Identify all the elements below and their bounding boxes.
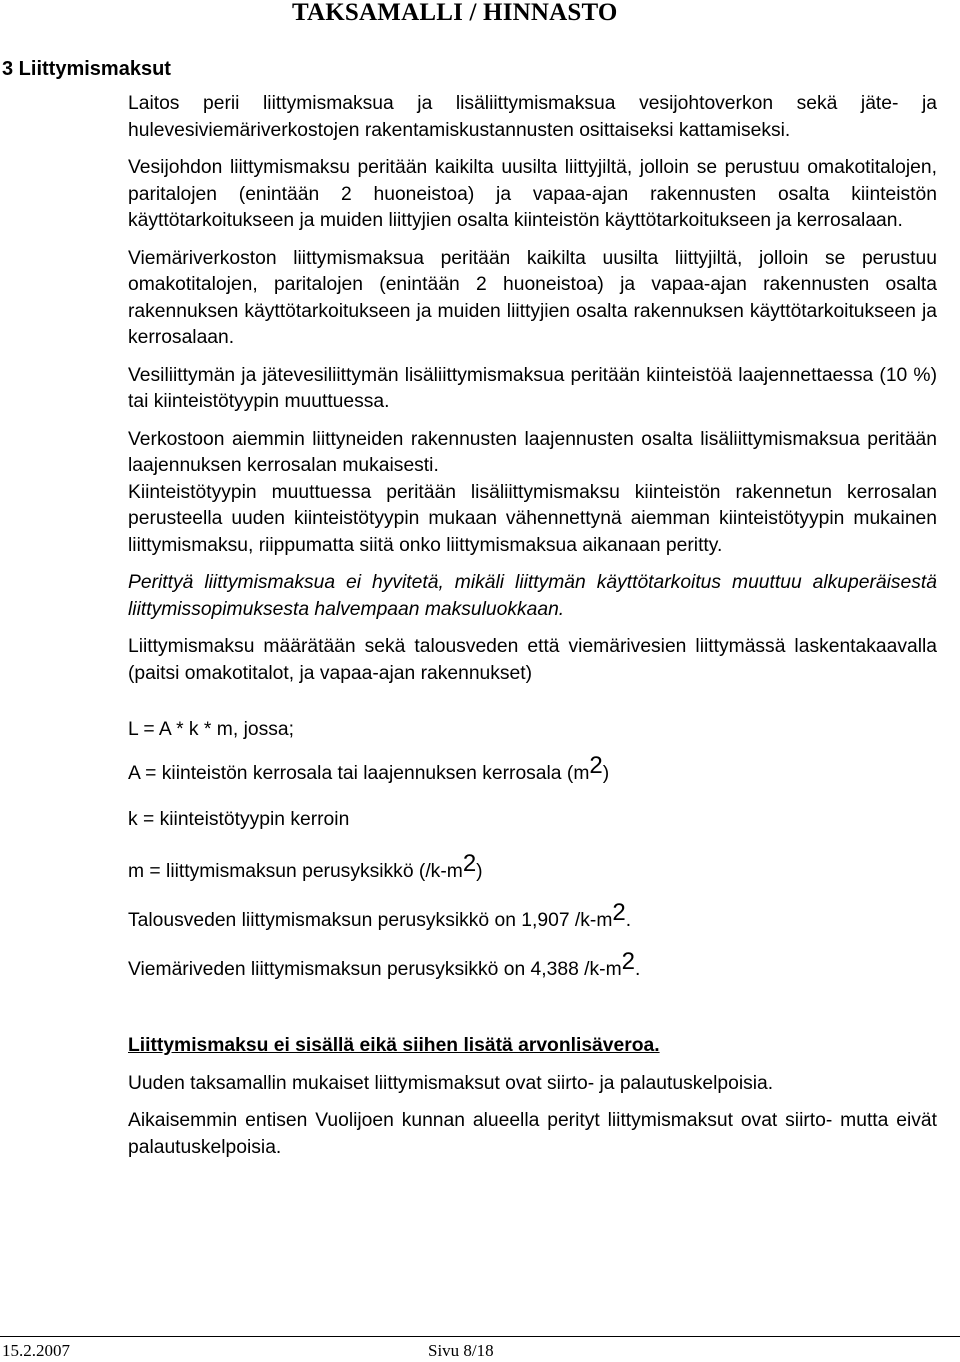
paragraph-fee-purpose: Laitos perii liittymismaksua ja lisäliittymismaksua vesijohtoverkon sekä jäte- ja hulevesiviemäriverkostojen rakentamiskustannusten osittaiseksi kattamiseksi.	[128, 93, 937, 141]
formula-m-unit: /k-m	[425, 860, 463, 882]
document-title: TAKSAMALLI / HINNASTO	[292, 0, 618, 26]
formula-a-close: )	[602, 762, 610, 784]
transferable-note: Uuden taksamallin mukaiset liittymismaksut ovat siirto- ja palautuskelpoisia.	[128, 1072, 774, 1094]
price-sewer-unit	[128, 947, 937, 984]
formula-m-definition	[128, 849, 937, 886]
paragraph-type-change-fee: Kiinteistötyypin muuttuessa peritään lisäliittymismaksu kiinteistön rakennetun kerrosalan perusteella uuden kiinteistötyypin mukaan vähennettynä aiemman kiinteistötyypin mukainen liittymismaksu, riippumatta siitä onko liittymismaksua aikanaan peritty.	[128, 481, 937, 556]
section-heading: 3 Liittymismaksut	[2, 58, 171, 80]
price-water-exponent: 2	[612, 899, 626, 926]
formula-k-definition: k = kiinteistötyypin kerroin	[128, 809, 350, 830]
formula-a-definition	[128, 751, 937, 788]
paragraph-no-refund: Perittyä liittymismaksua ei hyvitetä, mikäli liittymän käyttötarkoitus muuttuu alkuperäisestä liittymissopimuksesta halvempaan maksuluokkaan.	[128, 572, 937, 620]
paragraph-calculation-formula-intro: Liittymismaksu määrätään sekä talousveden että viemärivesien liittymässä laskentakaavalla (paitsi omakotitalot, ja vapaa-ajan rakennukset)	[128, 636, 937, 684]
price-sewer-text: Viemäriveden liittymismaksun perusyksikkö on 4,388	[128, 958, 585, 980]
former-municipality-note: Aikaisemmin entisen Vuolijoen kunnan alueella perityt liittymismaksut ovat siirto- mutta eivät palautuskelpoisia.	[128, 1110, 937, 1158]
formula-m-text: m = liittymismaksun perusyksikkö (	[128, 860, 426, 882]
paragraph-additional-fee: Vesiliittymän ja jätevesiliittymän lisäliittymismaksua peritään kiinteistöä laajennettaessa (10 %) tai kiinteistötyypin muuttuessa.	[128, 364, 937, 412]
price-water-end: .	[625, 910, 632, 931]
formula-main: L = A * k * m, jossa;	[128, 719, 294, 740]
paragraph-water-connection-fee: Vesijohdon liittymismaksu peritään kaikilta uusilta liittyjiltä, jolloin se perustuu omakotitalojen, paritalojen (enintään 2 huoneistoa) ja vapaa-ajan rakennusten osalta kiinteistön käyttötarkoitukseen ja muiden liittyjien osalta kiinteistön käyttötarkoitukseen ja kerrosalaan.	[128, 157, 937, 231]
price-water-unit-label: /k-m	[574, 910, 613, 931]
price-sewer-unit-label: /k-m	[584, 958, 622, 980]
price-sewer-exponent: 2	[621, 947, 636, 975]
formula-a-exponent: 2	[589, 751, 603, 779]
formula-m-close: )	[476, 860, 483, 882]
price-water-unit	[128, 899, 937, 935]
footer-date: 15.2.2007	[2, 1341, 70, 1360]
document-body	[128, 91, 937, 1172]
formula-m-exponent: 2	[462, 849, 477, 877]
paragraph-extension-fee: Verkostoon aiemmin liittyneiden rakennusten laajennusten osalta lisäliittymismaksua peritään laajennuksen kerrosalan mukaisesti.	[128, 428, 937, 476]
footer-divider	[0, 1336, 960, 1337]
footer-page-number: Sivu 8/18	[428, 1341, 494, 1360]
paragraph-sewer-connection-fee: Viemäriverkoston liittymismaksua peritään kaikilta uusilta liittyjiltä, jolloin se perustuu omakotitalojen, paritalojen (enintään 2 huoneistoa) ja vapaa-ajan rakennusten osalta rakennuksen käyttötarkoitukseen ja muiden liittyjien osalta rakennuksen käyttötarkoitukseen ja kerrosalaan.	[128, 247, 937, 348]
price-water-text: Talousveden liittymismaksun perusyksikkö on 1,907	[128, 910, 575, 931]
vat-note: Liittymismaksu ei sisällä eikä siihen lisätä arvonlisäveroa.	[128, 1035, 660, 1056]
price-sewer-end: .	[635, 958, 641, 980]
formula-a-text: A = kiinteistön kerrosala tai laajennuksen kerrosala (m	[128, 762, 590, 784]
